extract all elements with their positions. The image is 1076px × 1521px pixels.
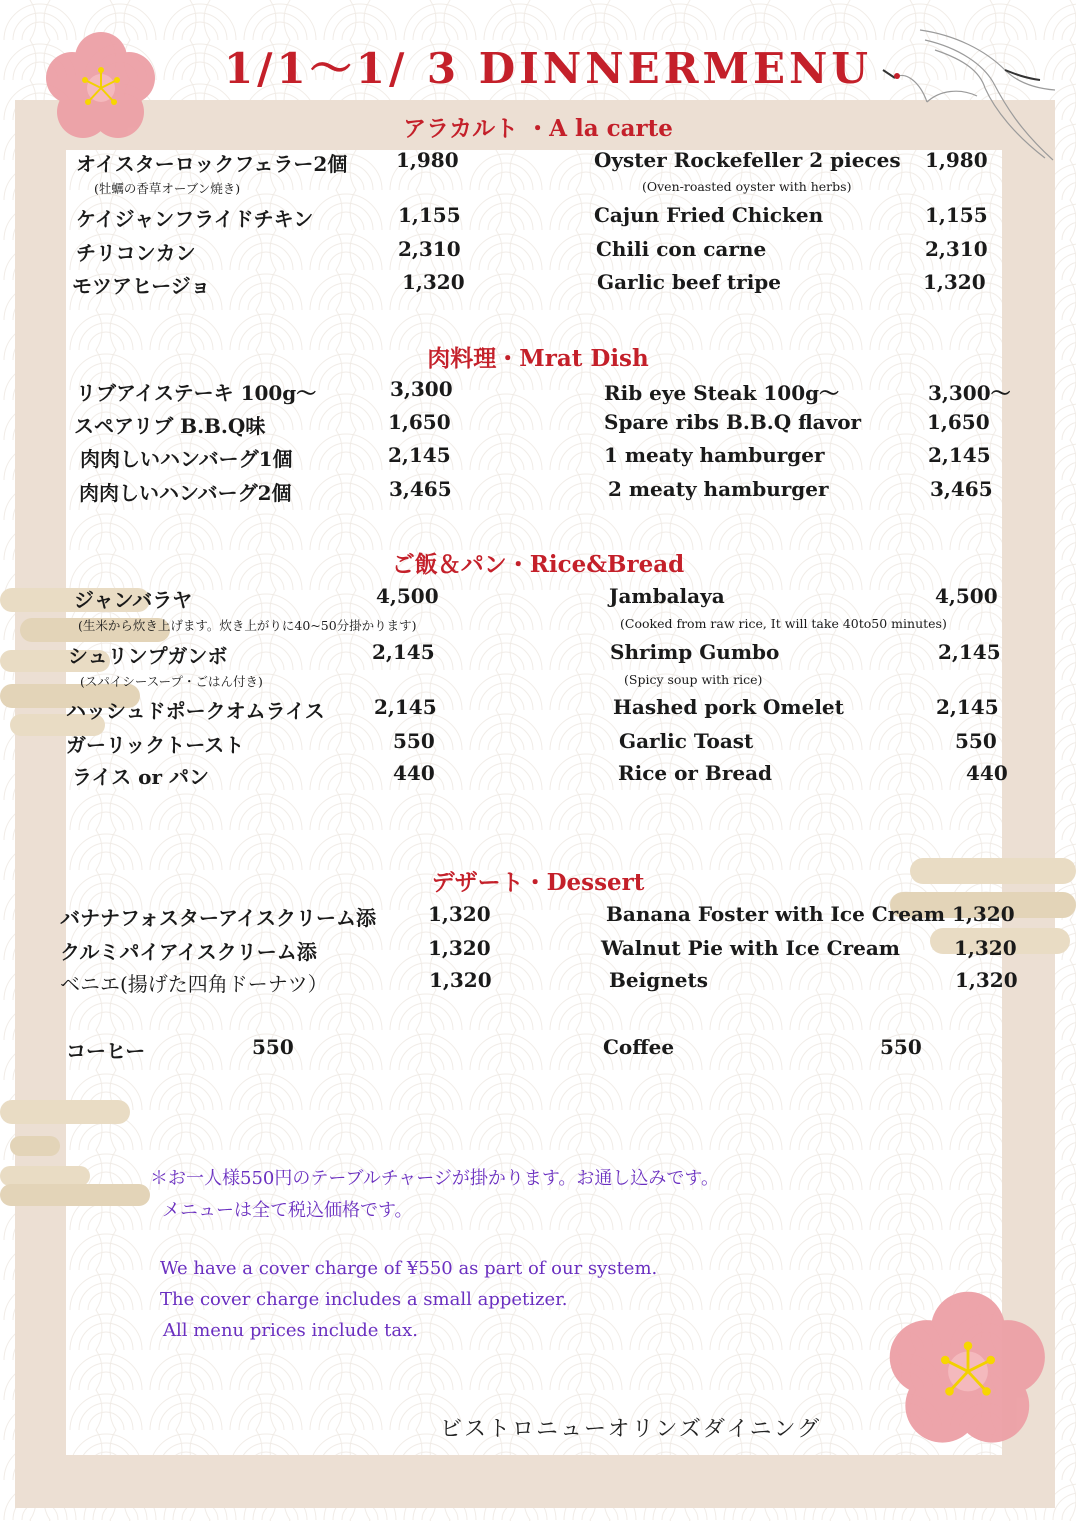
menu-item-en-price: 1,320 — [952, 902, 1015, 926]
menu-item-en-price: 3,300～ — [928, 381, 1011, 405]
tax-note-jp: メニューは全て税込価格です。 — [162, 1200, 413, 1221]
menu-item-en-price: 2,145 — [936, 695, 999, 719]
menu-item-en-price: 1,650 — [927, 410, 990, 434]
menu-item-jp-price: 2,145 — [374, 695, 437, 719]
menu-item-en: Walnut Pie with Ice Cream — [601, 936, 900, 960]
menu-item-en-price: 1,320 — [954, 936, 1017, 960]
menu-item-jp-price: 1,650 — [388, 410, 451, 434]
menu-item-en: Spare ribs B.B.Q flavor — [604, 410, 862, 434]
menu-item-jp: リブアイステーキ 100g～ — [76, 381, 317, 405]
menu-item-jp-note: (牡蠣の香草オーブン焼き) — [94, 181, 241, 196]
menu-item-jp-price: 2,310 — [398, 237, 461, 261]
menu-item-en: Banana Foster with Ice Cream — [606, 902, 946, 926]
tax-note-en: All menu prices include tax. — [163, 1320, 418, 1341]
menu-item-jp: ケイジャンフライドチキン — [76, 207, 314, 231]
menu-item-jp: バナナフォスターアイスクリーム添 — [60, 906, 376, 930]
menu-item-en: Coffee — [603, 1035, 675, 1059]
menu-item-jp-price: 2,145 — [388, 443, 451, 467]
menu-item-jp: ベニエ(揚げた四角ドーナツ） — [60, 972, 328, 996]
menu-item-jp-price: 550 — [252, 1035, 294, 1059]
menu-item-jp: シュリンプガンボ — [68, 644, 228, 668]
menu-item-jp-price: 4,500 — [376, 584, 439, 608]
menu-item-jp: ジャンバラヤ — [74, 588, 193, 612]
menu-item-en: Garlic Toast — [619, 729, 754, 753]
menu-item-jp: ライス or パン — [72, 765, 210, 789]
menu-item-en: Garlic beef tripe — [597, 270, 781, 294]
menu-item-jp-price: 1,320 — [429, 968, 492, 992]
menu-item-jp-price: 440 — [393, 761, 435, 785]
menu-item-jp: スペアリブ B.B.Q味 — [74, 414, 266, 438]
menu-item-en-price: 4,500 — [935, 584, 998, 608]
menu-item-jp: モツアヒージョ — [72, 274, 211, 298]
menu-item-jp-note: (生米から炊き上げます。炊き上がりに40~50分掛かります) — [78, 618, 417, 633]
menu-item-jp-price: 1,320 — [428, 902, 491, 926]
menu-item-jp-price: 3,465 — [389, 477, 452, 501]
menu-item-jp-price: 1,980 — [396, 148, 459, 172]
menu-item-en: 2 meaty hamburger — [608, 477, 829, 501]
menu-item-en-price: 3,465 — [930, 477, 993, 501]
menu-item-jp: クルミパイアイスクリーム添 — [60, 940, 317, 964]
menu-item-jp: 肉肉しいハンバーグ2個 — [79, 481, 292, 505]
plum-blossom-icon — [884, 1286, 1052, 1454]
menu-item-en-price: 2,310 — [925, 237, 988, 261]
menu-item-en: Hashed pork Omelet — [613, 695, 844, 719]
menu-item-en-price: 2,145 — [928, 443, 991, 467]
menu-item-en: Cajun Fried Chicken — [594, 203, 824, 227]
menu-item-en-note: (Spicy soup with rice) — [624, 672, 763, 687]
cover-charge-note-en: We have a cover charge of ¥550 as part of our system. — [160, 1258, 658, 1279]
menu-item-en: Beignets — [609, 968, 708, 992]
menu-item-en-price: 550 — [955, 729, 997, 753]
section-heading-alacarte: アラカルト ・A la carte — [403, 115, 673, 142]
page-title: 1/1～1/ 3 DINNERMENU — [223, 44, 873, 93]
menu-item-en-price: 2,145 — [938, 640, 1001, 664]
menu-item-jp-price: 550 — [393, 729, 435, 753]
menu-item-en-price: 550 — [880, 1035, 922, 1059]
menu-item-en: Rice or Bread — [618, 761, 773, 785]
menu-item-en: Chili con carne — [596, 237, 767, 261]
menu-item-jp: コーヒー — [66, 1039, 146, 1063]
menu-item-en-price: 1,155 — [925, 203, 988, 227]
menu-item-en: Rib eye Steak 100g～ — [604, 381, 840, 405]
menu-item-jp: ハッシュドポークオムライス — [66, 699, 325, 723]
menu-item-jp: 肉肉しいハンバーグ1個 — [80, 447, 293, 471]
menu-item-jp: オイスターロックフェラー2個 — [76, 152, 348, 176]
menu-item-jp-price: 1,320 — [428, 936, 491, 960]
menu-item-jp-price: 1,320 — [402, 270, 465, 294]
menu-item-en-price: 1,980 — [925, 148, 988, 172]
menu-item-en-note: (Oven-roasted oyster with herbs) — [642, 179, 852, 194]
menu-item-en: Shrimp Gumbo — [610, 640, 780, 664]
section-heading-dessert: デザート・Dessert — [431, 869, 645, 896]
restaurant-name: ビストロニューオリンズダイニング — [440, 1417, 822, 1442]
cover-charge-note-jp: ＊お一人様550円のテーブルチャージが掛かります。お通し込みです。 — [150, 1168, 719, 1189]
menu-item-jp-note: (スパイシースープ・ごはん付き) — [80, 674, 263, 689]
menu-item-jp-price: 3,300 — [390, 377, 453, 401]
menu-item-jp: ガーリックトースト — [66, 733, 245, 757]
appetizer-note-en: The cover charge includes a small appetizer. — [160, 1289, 568, 1310]
section-heading-rice: ご飯＆パン・Rice&Bread — [391, 551, 685, 578]
menu-item-jp-price: 2,145 — [372, 640, 435, 664]
gold-cloud-decoration-left-bottom — [0, 1100, 160, 1210]
menu-item-en-price: 440 — [966, 761, 1008, 785]
menu-item-en-price: 1,320 — [923, 270, 986, 294]
menu-item-jp: チリコンカン — [76, 241, 196, 265]
menu-item-en: 1 meaty hamburger — [604, 443, 825, 467]
section-heading-meat: 肉料理・Mrat Dish — [427, 345, 649, 372]
menu-item-en: Jambalaya — [609, 584, 725, 608]
menu-item-en-note: (Cooked from raw rice, It will take 40to50 minutes) — [620, 616, 947, 631]
menu-item-en: Oyster Rockefeller 2 pieces — [594, 148, 901, 172]
menu-item-en-price: 1,320 — [955, 968, 1018, 992]
menu-item-jp-price: 1,155 — [398, 203, 461, 227]
